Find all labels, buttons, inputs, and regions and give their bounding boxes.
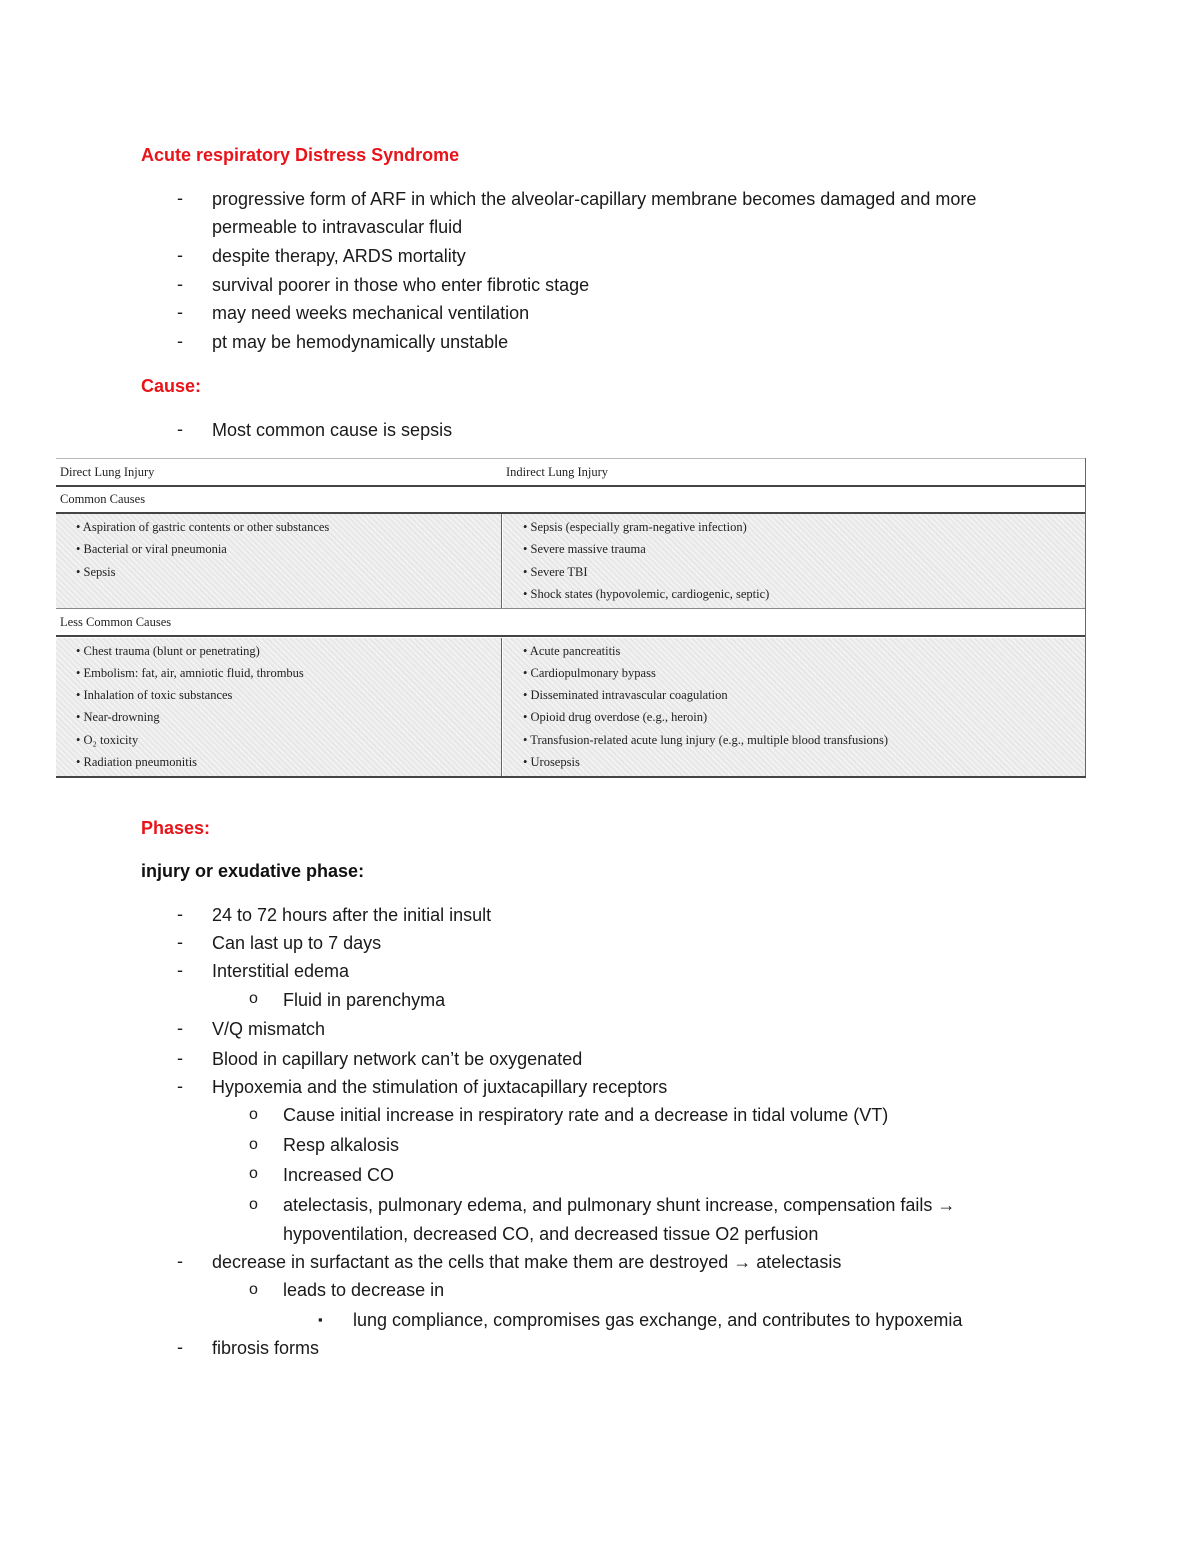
list-item: decrease in surfactant as the cells that make them are destroyed → atelectasis bbox=[212, 1252, 842, 1272]
page-title: Acute respiratory Distress Syndrome bbox=[141, 145, 460, 165]
common-causes-label: Common Causes bbox=[60, 492, 146, 506]
table-cell-item: • O₂ toxicity bbox=[76, 733, 139, 747]
column-divider bbox=[501, 638, 502, 778]
table-cell-item: • Inhalation of toxic substances bbox=[76, 688, 233, 702]
phase-subheading: injury or exudative phase: bbox=[141, 861, 365, 881]
circle-marker: o bbox=[249, 1281, 258, 1298]
col-header-direct: Direct Lung Injury bbox=[60, 465, 155, 479]
sub-list-item: atelectasis, pulmonary edema, and pulmonary shunt increase, compensation fails → bbox=[283, 1195, 956, 1215]
dash-marker: - bbox=[177, 188, 183, 208]
list-item: 24 to 72 hours after the initial insult bbox=[212, 905, 492, 925]
dash-marker: - bbox=[177, 904, 183, 924]
table-cell-item: • Near-drowning bbox=[76, 710, 160, 724]
dash-marker: - bbox=[177, 302, 183, 322]
less-indirect-cell bbox=[503, 638, 1085, 776]
list-item: may need weeks mechanical ventilation bbox=[212, 303, 530, 323]
table-cell-item: • Aspiration of gastric contents or other substances bbox=[76, 520, 330, 534]
dash-marker: - bbox=[177, 1251, 183, 1271]
dash-marker: - bbox=[177, 1018, 183, 1038]
table-header bbox=[56, 458, 1086, 487]
dash-marker: - bbox=[177, 419, 183, 439]
square-marker: ▪ bbox=[318, 1312, 323, 1327]
table-cell-item: • Cardiopulmonary bypass bbox=[523, 666, 656, 680]
table-right-border bbox=[1085, 458, 1086, 778]
dash-marker: - bbox=[177, 274, 183, 294]
dash-marker: - bbox=[177, 1076, 183, 1096]
list-item: pt may be hemodynamically unstable bbox=[212, 332, 509, 352]
circle-marker: o bbox=[249, 990, 258, 1007]
sub-list-item: Resp alkalosis bbox=[283, 1135, 400, 1155]
list-item: V/Q mismatch bbox=[212, 1019, 326, 1039]
circle-marker: o bbox=[249, 1136, 258, 1153]
sub-list-item-continued: hypoventilation, decreased CO, and decreased tissue O2 perfusion bbox=[283, 1224, 819, 1244]
list-item: Blood in capillary network can’t be oxygenated bbox=[212, 1049, 583, 1069]
common-direct-cell bbox=[56, 514, 501, 608]
table-cell-item: • Sepsis (especially gram-negative infection) bbox=[523, 520, 747, 534]
sub-list-item: Fluid in parenchyma bbox=[283, 990, 446, 1010]
causes-table bbox=[56, 458, 1086, 778]
less-common-causes-band bbox=[56, 608, 1086, 637]
table-cell-item: • Severe massive trauma bbox=[523, 542, 646, 556]
circle-marker: o bbox=[249, 1165, 258, 1182]
list-item: progressive form of ARF in which the alveolar-capillary membrane becomes damaged and more bbox=[212, 189, 977, 209]
circle-marker: o bbox=[249, 1106, 258, 1123]
column-divider bbox=[501, 514, 502, 608]
less-common-causes-label: Less Common Causes bbox=[60, 615, 172, 629]
table-cell-item: • Opioid drug overdose (e.g., heroin) bbox=[523, 710, 708, 724]
list-item: survival poorer in those who enter fibrotic stage bbox=[212, 275, 590, 295]
common-causes-band bbox=[56, 486, 1086, 514]
cause-heading: Cause: bbox=[141, 376, 202, 396]
sub-list-item: Cause initial increase in respiratory rate and a decrease in tidal volume (VT) bbox=[283, 1105, 889, 1125]
list-item: fibrosis forms bbox=[212, 1338, 320, 1358]
dash-marker: - bbox=[177, 932, 183, 952]
table-cell-item: • Acute pancreatitis bbox=[523, 644, 621, 658]
dash-marker: - bbox=[177, 245, 183, 265]
list-item: Most common cause is sepsis bbox=[212, 420, 453, 440]
table-cell-item: • Severe TBI bbox=[523, 565, 588, 579]
dash-marker: - bbox=[177, 331, 183, 351]
list-item: Interstitial edema bbox=[212, 961, 350, 981]
phases-heading: Phases: bbox=[141, 818, 211, 838]
list-item: despite therapy, ARDS mortality bbox=[212, 246, 466, 266]
list-item: Can last up to 7 days bbox=[212, 933, 382, 953]
sub-sub-list-item: lung compliance, compromises gas exchange, and contributes to hypoxemia bbox=[353, 1310, 963, 1330]
table-bottom-border bbox=[56, 776, 1086, 778]
sub-list-item: leads to decrease in bbox=[283, 1280, 445, 1300]
list-item: Hypoxemia and the stimulation of juxtacapillary receptors bbox=[212, 1077, 668, 1097]
list-item-continued: permeable to intravascular fluid bbox=[212, 217, 463, 237]
table-cell-item: • Shock states (hypovolemic, cardiogenic, septic) bbox=[523, 587, 770, 601]
less-direct-cell bbox=[56, 638, 501, 776]
table-cell-item: • Chest trauma (blunt or penetrating) bbox=[76, 644, 260, 658]
dash-marker: - bbox=[177, 1048, 183, 1068]
table-cell-item: • Urosepsis bbox=[523, 755, 580, 769]
table-cell-item: • Bacterial or viral pneumonia bbox=[76, 542, 227, 556]
table-cell-item: • Disseminated intravascular coagulation bbox=[523, 688, 728, 702]
table-cell-item: • Embolism: fat, air, amniotic fluid, thrombus bbox=[76, 666, 304, 680]
table-cell-item: • Radiation pneumonitis bbox=[76, 755, 198, 769]
dash-marker: - bbox=[177, 960, 183, 980]
circle-marker: o bbox=[249, 1196, 258, 1213]
sub-list-item: Increased CO bbox=[283, 1165, 395, 1185]
table-cell-item: • Sepsis bbox=[76, 565, 116, 579]
common-indirect-cell bbox=[503, 514, 1085, 608]
col-header-indirect: Indirect Lung Injury bbox=[506, 465, 609, 479]
table-cell-item: • Transfusion-related acute lung injury (e.g., multiple blood transfusions) bbox=[523, 733, 889, 747]
dash-marker: - bbox=[177, 1337, 183, 1357]
